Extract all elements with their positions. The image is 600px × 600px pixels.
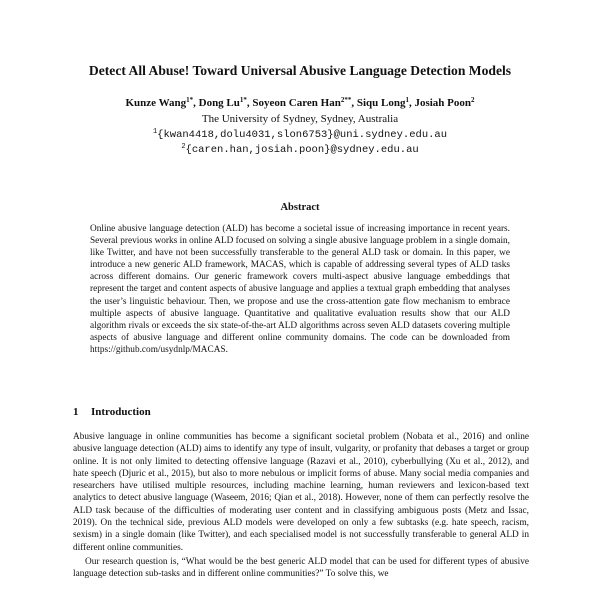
section-number: 1: [73, 406, 79, 418]
section-title: Introduction: [91, 406, 151, 418]
email-mark: 2: [181, 143, 186, 151]
author-name: Josiah Poon: [414, 97, 471, 109]
author-name: Soyeon Caren Han: [252, 97, 341, 109]
paper-title: Detect All Abuse! Toward Universal Abusive Language Detection Models: [88, 63, 512, 78]
author-mark: 2: [471, 96, 475, 104]
email-line: [0, 129, 600, 141]
email-line: [0, 144, 600, 156]
author-list: Kunze Wang$^{1*}$, Dong $Lu^{1*}$, Soyeon Caren Han$^{2**}$, Siqu Long$^1$, Josiah Poon$^2$: [125, 96, 475, 109]
abstract-text: Online abusive language detection (ALD) has become a societal issue of increasing importance in recent years. Several previous works in online ALD focused on solving a single abusive language problem in a single domain, like Twitter, and have not been successfully transferable to the general ALD task or domain. In this paper, we introduce a new generic ALD framework, MACAS, which is capable of addressing several types of ALD tasks across different domains. Our generic framework covers multi-aspect abusive language embeddings that represent the target and content aspects of abusive language and applies a textual graph embedding that analyses the user’s linguistic behaviour. Then, we propose and use the cross-attention gate flow mechanism to embrace multiple aspects of abusive language. Quantitative and qualitative evaluation results show that our ALD algorithm rivals or exceeds the six state-of-the-art ALD algorithms across seven ALD datasets covering multiple aspects of abusive language and different online community domains. The code can be downloaded from https://github.com/usydnlp/MACAS.: [90, 224, 510, 355]
email-address: {caren.han,josiah.poon}@sydney.edu.au: [185, 144, 419, 156]
author-mark: 1: [405, 96, 409, 104]
author-name: Siqu Long: [356, 97, 406, 109]
author-name: Dong Lu: [198, 97, 240, 109]
email-address: {kwan4418,dolu4031,slon6753}@uni.sydney.edu.au: [157, 129, 448, 141]
body-paragraph: Abusive language in online communities has become a significant societal problem (Nobata et al., 2016) and online abusive language detection (ALD) aims to identify any type of insult, vulgarity, or profanity that debases a target or group online. It is not only limited to detecting offensive language (Razavi et al., 2010), cyberbullying (Xu et al., 2012), and hate speech (Djuric et al., 2015), but also to more nebulous or implicit forms of abuse. Many social media companies and researchers have utilised multiple resources, including machine learning, human reviewers and lexicon-based text analytics to detect abusive language (Waseem, 2016; Qian et al., 2018). However, none of them can perfectly resolve the ALD task because of the difficulties of moderating user content and in classifying ambiguous posts (Metz and Issac, 2019). On the technical side, previous ALD models were developed on only a few subtasks (e.g. hate speech, racism, sexism) in a single domain (like Twitter), and each specialised model is not successfully transferable to general ALD in different online communities.: [73, 432, 529, 553]
section-heading: [73, 406, 151, 418]
email-mark: 1: [152, 128, 158, 136]
author-mark: 2**: [340, 96, 352, 104]
abstract-heading: Abstract: [280, 202, 320, 213]
body-paragraph: Our research question is, “What would be the best generic ALD model that can be used for different types of abusive language detection sub-tasks and in different online communities?” To solve this, we: [73, 556, 529, 580]
affiliation: The University of Sydney, Sydney, Australia: [201, 113, 399, 125]
section-body: [73, 431, 529, 581]
author-mark: 1*: [239, 96, 247, 104]
author-name: Kunze Wang: [125, 97, 187, 109]
author-mark: 1*: [186, 96, 194, 104]
